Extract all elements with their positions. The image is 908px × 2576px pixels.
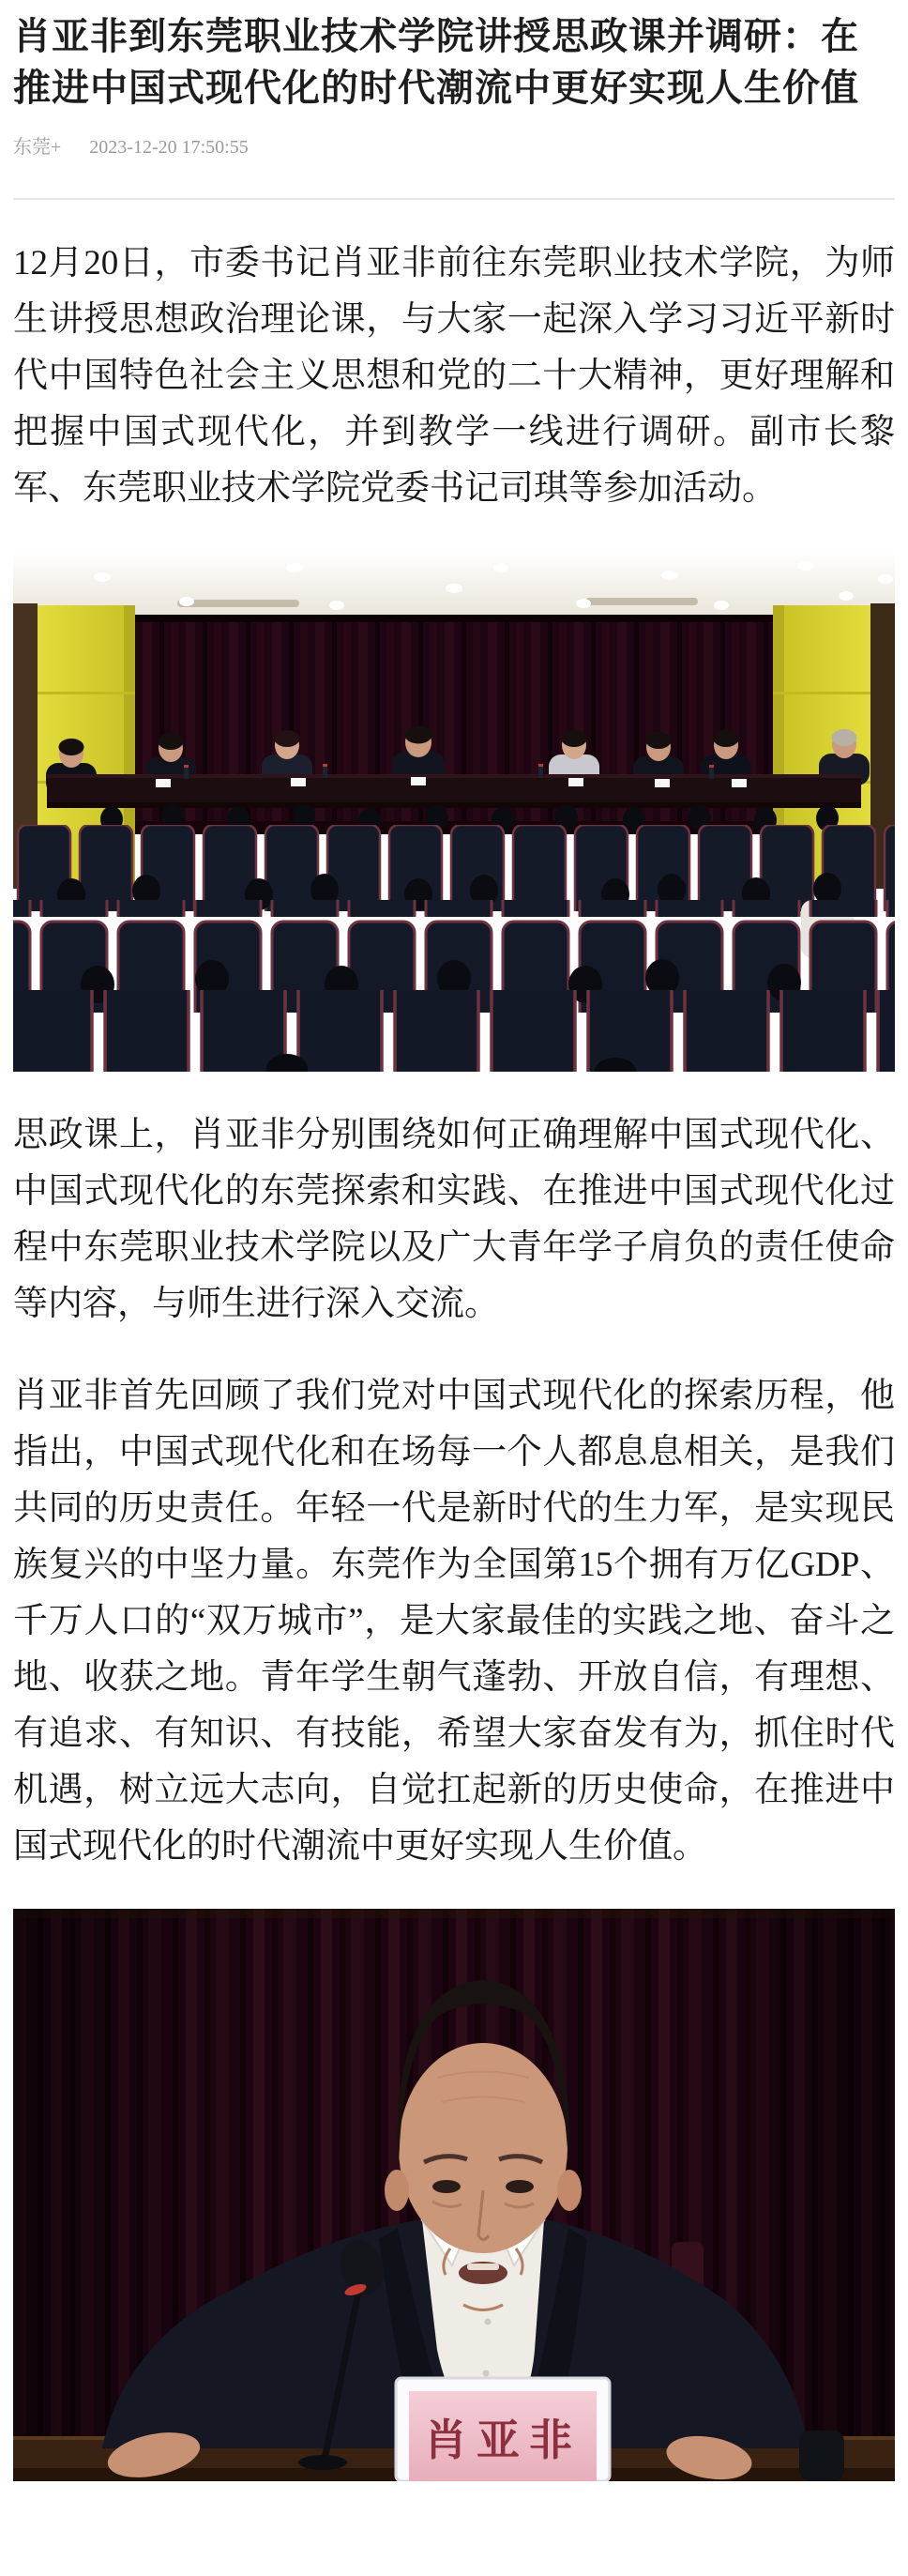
- article-meta: [13, 131, 895, 159]
- paragraph-1: 12月20日，市委书记肖亚非前往东莞职业技术学院，为师生讲授思想政治理论课，与大家一起深入学习习近平新时代中国特色社会主义思想和党的二十大精神，更好理解和把握中国式现代化，并到教学一线进行调研。副市长黎军、东莞职业技术学院党委书记司琪等参加活动。: [13, 244, 895, 508]
- face: [399, 2043, 568, 2253]
- divider: [13, 198, 895, 200]
- desk-nameplate: [396, 2378, 610, 2481]
- page-title: 肖亚非到东莞职业技术学院讲授思政课并调研：在推进中国式现代化的时代潮流中更好实现人生价值: [13, 16, 859, 109]
- article-photo-speaker[interactable]: [13, 1909, 895, 2481]
- speaker-illustration: [13, 1909, 895, 2481]
- source-label: 东莞+: [13, 137, 62, 158]
- audience: [13, 803, 895, 1072]
- table-microphone-base: [799, 2431, 844, 2481]
- paragraph-3: 肖亚非首先回顾了我们党对中国式现代化的探索历程，他指出，中国式现代化和在场每一个人都息息相关，是我们共同的历史责任。年轻一代是新时代的生力军，是实现民族复兴的中坚力量。东莞作为全国第15个拥有万亿GDP、千万人口的“双万城市”，是大家最佳的实践之地、奋斗之地、收获之地。青年学生朝气蓬勃、开放自信，有理想、有追求、有知识、有技能，希望大家奋发有为，抓住时代机遇，树立远大志向，自觉扛起新的历史使命，在推进中国式现代化的时代潮流中更好实现人生价值。: [13, 1377, 895, 1866]
- meeting-hall-illustration: [13, 551, 895, 1072]
- nameplate-text: 肖亚非: [424, 2416, 582, 2464]
- paragraph-2: 思政课上，肖亚非分别围绕如何正确理解中国式现代化、中国式现代化的东莞探索和实践、在推进中国式现代化过程中东莞职业技术学院以及广大青年学子肩负的责任使命等内容，与师生进行深入交流。: [13, 1116, 895, 1323]
- chair-row-front: [13, 990, 895, 1072]
- publish-time: 2023-12-20 17:50:55: [89, 137, 249, 158]
- article-photo-meeting-hall[interactable]: [13, 551, 895, 1072]
